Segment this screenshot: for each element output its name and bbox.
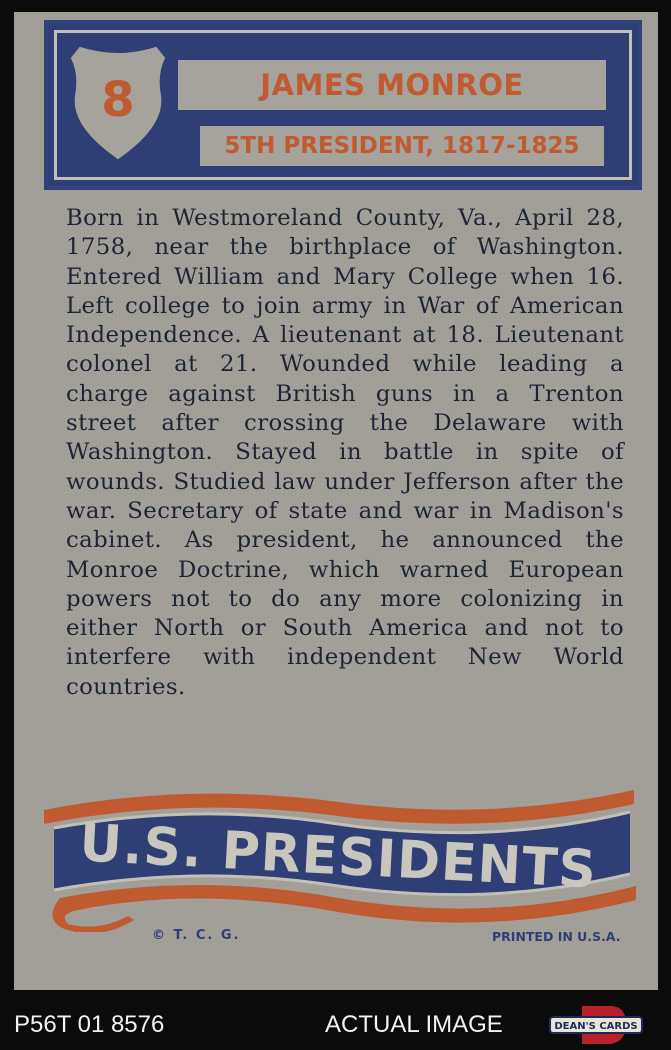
header-panel [44, 20, 642, 190]
svg-text:DEAN'S CARDS: DEAN'S CARDS [554, 1021, 638, 1032]
printed-in-text: PRINTED IN U.S.A. [492, 929, 621, 944]
deans-cards-logo [548, 1004, 644, 1046]
copyright-text: © T. C. G. [152, 928, 241, 943]
president-title: 5TH PRESIDENT, 1817-1825 [200, 126, 604, 166]
us-presidents-banner [38, 782, 638, 932]
president-name: JAMES MONROE [178, 60, 606, 110]
card-back [14, 12, 658, 990]
listing-sku: P56T 01 8576 [14, 1011, 165, 1038]
banner-flag-icon [38, 782, 638, 932]
actual-image-label: ACTUAL IMAGE [325, 1011, 503, 1038]
biography-text: Born in Westmoreland County, Va., April 28, 1758, near the birthplace of Washington. Entered William and Mary College when 16. Left college to join army in War of American Independence. A lieutenant at 18. Lieutenant colonel at 21. Wounded while leading a charge against British guns in a Trenton street after crossing the Delaware with Washington. Stayed in battle in spite of wounds. Studied law under Jefferson after the war. Secretary of state and war in Madison's cabinet. As president, he announced the Monroe Doctrine, which warned European powers not to do any more colonizing in either North or South America and not to interfere with independent New World countries. [66, 205, 624, 700]
shield-badge [68, 44, 168, 162]
banner-text: U.S. PRESIDENTS [78, 813, 599, 901]
card-number: 8 [101, 72, 135, 128]
deans-cards-logo-icon [548, 1004, 644, 1046]
